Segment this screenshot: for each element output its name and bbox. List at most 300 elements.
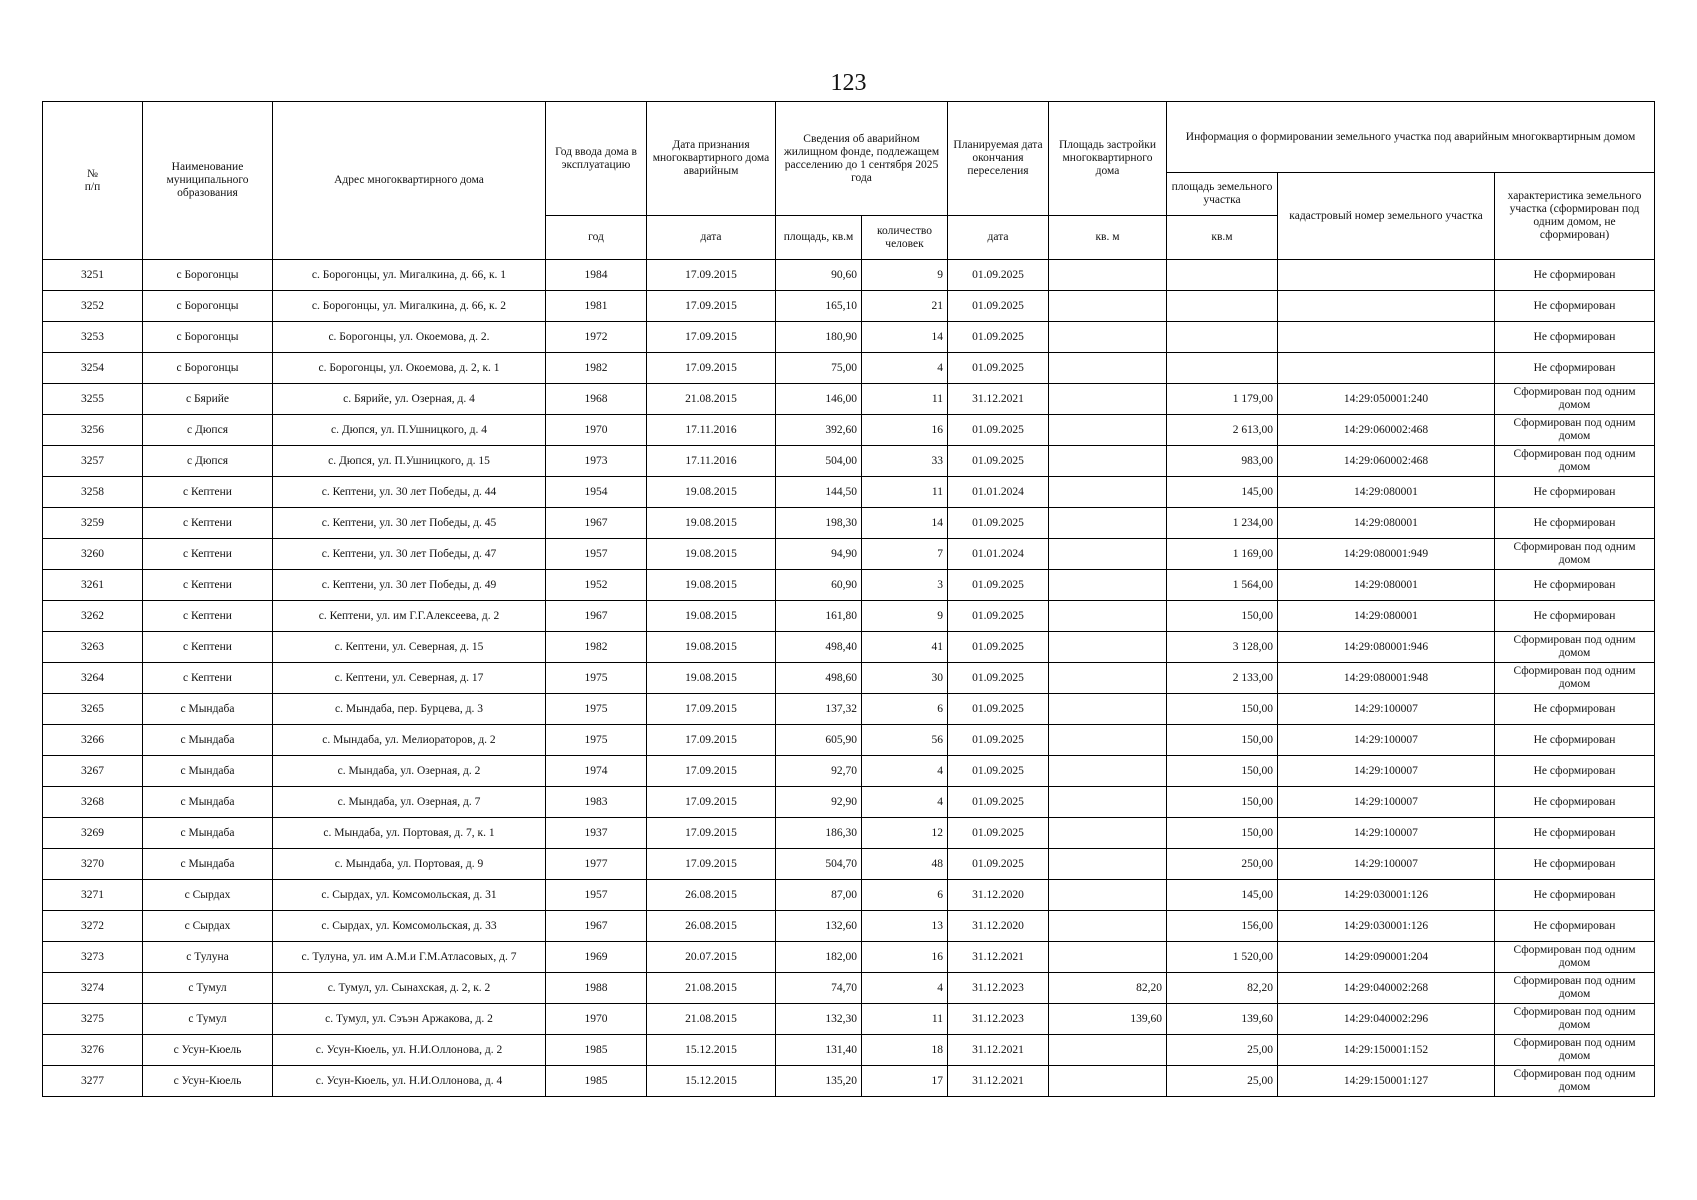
recognition-date-cell: 26.08.2015 xyxy=(647,911,776,942)
building-area-cell xyxy=(1049,353,1167,384)
planned-end-cell: 31.12.2023 xyxy=(948,973,1049,1004)
table-row xyxy=(43,973,1655,1004)
people-cell: 13 xyxy=(862,911,948,942)
planned-end-cell: 31.12.2021 xyxy=(948,942,1049,973)
building-area-cell xyxy=(1049,694,1167,725)
municipality-cell: с Мындаба xyxy=(143,849,273,880)
land-area-cell: 82,20 xyxy=(1167,973,1278,1004)
header-cadastral: кадастровый номер земельного участка xyxy=(1278,173,1495,260)
address-cell: с. Борогонцы, ул. Мигалкина, д. 66, к. 2 xyxy=(273,291,546,322)
land-area-cell xyxy=(1167,353,1278,384)
land-status-cell: Не сформирован xyxy=(1495,322,1655,353)
land-area-cell: 150,00 xyxy=(1167,756,1278,787)
building-area-cell xyxy=(1049,322,1167,353)
cadastral-cell: 14:29:100007 xyxy=(1278,756,1495,787)
land-status-cell: Сформирован под одним домом xyxy=(1495,632,1655,663)
municipality-cell: с Кептени xyxy=(143,632,273,663)
address-cell: с. Дюпся, ул. П.Ушницкого, д. 15 xyxy=(273,446,546,477)
unit-year: год xyxy=(546,216,647,260)
cadastral-cell: 14:29:030001:126 xyxy=(1278,911,1495,942)
row-number: 3252 xyxy=(43,291,143,322)
planned-end-cell: 01.09.2025 xyxy=(948,663,1049,694)
address-cell: с. Борогонцы, ул. Мигалкина, д. 66, к. 1 xyxy=(273,260,546,291)
municipality-cell: с Кептени xyxy=(143,570,273,601)
row-number: 3253 xyxy=(43,322,143,353)
recognition-date-cell: 17.09.2015 xyxy=(647,849,776,880)
address-cell: с. Кептени, ул. 30 лет Победы, д. 47 xyxy=(273,539,546,570)
year-cell: 1968 xyxy=(546,384,647,415)
year-cell: 1985 xyxy=(546,1066,647,1097)
table-row xyxy=(43,787,1655,818)
land-area-cell: 145,00 xyxy=(1167,880,1278,911)
table-row xyxy=(43,911,1655,942)
table-row xyxy=(43,756,1655,787)
building-area-cell xyxy=(1049,415,1167,446)
year-cell: 1981 xyxy=(546,291,647,322)
cadastral-cell: 14:29:040002:296 xyxy=(1278,1004,1495,1035)
people-cell: 11 xyxy=(862,477,948,508)
land-area-cell xyxy=(1167,322,1278,353)
municipality-cell: с Мындаба xyxy=(143,787,273,818)
cadastral-cell: 14:29:100007 xyxy=(1278,787,1495,818)
header-building-area: Площадь застройки многоквартирного дома xyxy=(1049,102,1167,216)
address-cell: с. Мындаба, ул. Озерная, д. 7 xyxy=(273,787,546,818)
people-cell: 4 xyxy=(862,756,948,787)
header-land-status: характеристика земельного участка (сформирован под одним домом, не сформирован) xyxy=(1495,173,1655,260)
unit-area: площадь, кв.м xyxy=(776,216,862,260)
area-cell: 90,60 xyxy=(776,260,862,291)
recognition-date-cell: 21.08.2015 xyxy=(647,973,776,1004)
address-cell: с. Мындаба, ул. Мелиораторов, д. 2 xyxy=(273,725,546,756)
cadastral-cell: 14:29:050001:240 xyxy=(1278,384,1495,415)
address-cell: с. Кептени, ул. им Г.Г.Алексеева, д. 2 xyxy=(273,601,546,632)
planned-end-cell: 01.09.2025 xyxy=(948,787,1049,818)
recognition-date-cell: 17.09.2015 xyxy=(647,694,776,725)
area-cell: 198,30 xyxy=(776,508,862,539)
year-cell: 1975 xyxy=(546,694,647,725)
area-cell: 504,70 xyxy=(776,849,862,880)
table-row xyxy=(43,632,1655,663)
planned-end-cell: 31.12.2023 xyxy=(948,1004,1049,1035)
table-row xyxy=(43,384,1655,415)
cadastral-cell: 14:29:100007 xyxy=(1278,818,1495,849)
building-area-cell: 139,60 xyxy=(1049,1004,1167,1035)
recognition-date-cell: 17.09.2015 xyxy=(647,787,776,818)
planned-end-cell: 31.12.2020 xyxy=(948,911,1049,942)
header-planned-end: Планируемая дата окончания переселения xyxy=(948,102,1049,216)
cadastral-cell: 14:29:100007 xyxy=(1278,849,1495,880)
row-number: 3273 xyxy=(43,942,143,973)
land-status-cell: Не сформирован xyxy=(1495,787,1655,818)
people-cell: 9 xyxy=(862,601,948,632)
people-cell: 16 xyxy=(862,415,948,446)
municipality-cell: с Кептени xyxy=(143,663,273,694)
year-cell: 1967 xyxy=(546,508,647,539)
area-cell: 92,90 xyxy=(776,787,862,818)
cadastral-cell: 14:29:080001:946 xyxy=(1278,632,1495,663)
header-land-info: Информация о формировании земельного участка под аварийным многоквартирным домом xyxy=(1167,102,1655,173)
table-row xyxy=(43,849,1655,880)
year-cell: 1985 xyxy=(546,1035,647,1066)
recognition-date-cell: 21.08.2015 xyxy=(647,1004,776,1035)
address-cell: с. Бярийе, ул. Озерная, д. 4 xyxy=(273,384,546,415)
planned-end-cell: 01.09.2025 xyxy=(948,725,1049,756)
cadastral-cell: 14:29:150001:127 xyxy=(1278,1066,1495,1097)
header-land-area: площадь земельного участка xyxy=(1167,173,1278,216)
cadastral-cell: 14:29:080001:948 xyxy=(1278,663,1495,694)
cadastral-cell: 14:29:080001 xyxy=(1278,508,1495,539)
table-row xyxy=(43,1035,1655,1066)
people-cell: 11 xyxy=(862,384,948,415)
land-area-cell: 156,00 xyxy=(1167,911,1278,942)
area-cell: 74,70 xyxy=(776,973,862,1004)
land-area-cell: 150,00 xyxy=(1167,725,1278,756)
municipality-cell: с Сырдах xyxy=(143,880,273,911)
recognition-date-cell: 19.08.2015 xyxy=(647,477,776,508)
table-row xyxy=(43,601,1655,632)
planned-end-cell: 01.09.2025 xyxy=(948,260,1049,291)
year-cell: 1973 xyxy=(546,446,647,477)
year-cell: 1972 xyxy=(546,322,647,353)
land-status-cell: Сформирован под одним домом xyxy=(1495,1035,1655,1066)
recognition-date-cell: 19.08.2015 xyxy=(647,601,776,632)
building-area-cell xyxy=(1049,539,1167,570)
address-cell: с. Усун-Кюель, ул. Н.И.Оллонова, д. 2 xyxy=(273,1035,546,1066)
planned-end-cell: 01.09.2025 xyxy=(948,694,1049,725)
area-cell: 161,80 xyxy=(776,601,862,632)
year-cell: 1982 xyxy=(546,632,647,663)
planned-end-cell: 01.09.2025 xyxy=(948,446,1049,477)
row-number: 3254 xyxy=(43,353,143,384)
municipality-cell: с Кептени xyxy=(143,601,273,632)
cadastral-cell xyxy=(1278,353,1495,384)
header-year-built: Год ввода дома в эксплуатацию xyxy=(546,102,647,216)
land-area-cell: 250,00 xyxy=(1167,849,1278,880)
table-row xyxy=(43,942,1655,973)
municipality-cell: с Мындаба xyxy=(143,818,273,849)
area-cell: 498,60 xyxy=(776,663,862,694)
recognition-date-cell: 17.09.2015 xyxy=(647,725,776,756)
planned-end-cell: 01.09.2025 xyxy=(948,849,1049,880)
municipality-cell: с Кептени xyxy=(143,508,273,539)
building-area-cell xyxy=(1049,942,1167,973)
address-cell: с. Усун-Кюель, ул. Н.И.Оллонова, д. 4 xyxy=(273,1066,546,1097)
land-status-cell: Сформирован под одним домом xyxy=(1495,663,1655,694)
cadastral-cell xyxy=(1278,322,1495,353)
cadastral-cell: 14:29:080001 xyxy=(1278,477,1495,508)
planned-end-cell: 01.09.2025 xyxy=(948,508,1049,539)
recognition-date-cell: 19.08.2015 xyxy=(647,663,776,694)
area-cell: 180,90 xyxy=(776,322,862,353)
recognition-date-cell: 19.08.2015 xyxy=(647,632,776,663)
table-row xyxy=(43,694,1655,725)
unit-end-date: дата xyxy=(948,216,1049,260)
header-municipality: Наименование муниципального образования xyxy=(143,102,273,260)
people-cell: 14 xyxy=(862,322,948,353)
area-cell: 392,60 xyxy=(776,415,862,446)
address-cell: с. Тумул, ул. Сэъэн Аржакова, д. 2 xyxy=(273,1004,546,1035)
row-number: 3262 xyxy=(43,601,143,632)
row-number: 3277 xyxy=(43,1066,143,1097)
header-address: Адрес многоквартирного дома xyxy=(273,102,546,260)
address-cell: с. Кептени, ул. 30 лет Победы, д. 45 xyxy=(273,508,546,539)
year-cell: 1957 xyxy=(546,539,647,570)
area-cell: 60,90 xyxy=(776,570,862,601)
land-area-cell: 150,00 xyxy=(1167,787,1278,818)
cadastral-cell: 14:29:060002:468 xyxy=(1278,415,1495,446)
area-cell: 131,40 xyxy=(776,1035,862,1066)
area-cell: 92,70 xyxy=(776,756,862,787)
table-row xyxy=(43,725,1655,756)
building-area-cell xyxy=(1049,384,1167,415)
land-area-cell: 145,00 xyxy=(1167,477,1278,508)
building-area-cell xyxy=(1049,725,1167,756)
area-cell: 135,20 xyxy=(776,1066,862,1097)
municipality-cell: с Мындаба xyxy=(143,694,273,725)
land-area-cell: 1 169,00 xyxy=(1167,539,1278,570)
people-cell: 30 xyxy=(862,663,948,694)
land-area-cell xyxy=(1167,260,1278,291)
land-status-cell: Сформирован под одним домом xyxy=(1495,539,1655,570)
land-area-cell: 983,00 xyxy=(1167,446,1278,477)
land-status-cell: Сформирован под одним домом xyxy=(1495,1004,1655,1035)
building-area-cell xyxy=(1049,880,1167,911)
table-row xyxy=(43,1004,1655,1035)
address-cell: с. Кептени, ул. 30 лет Победы, д. 49 xyxy=(273,570,546,601)
land-area-cell: 150,00 xyxy=(1167,601,1278,632)
year-cell: 1967 xyxy=(546,911,647,942)
land-status-cell: Сформирован под одним домом xyxy=(1495,446,1655,477)
cadastral-cell: 14:29:060002:468 xyxy=(1278,446,1495,477)
land-status-cell: Не сформирован xyxy=(1495,880,1655,911)
row-number: 3271 xyxy=(43,880,143,911)
land-status-cell: Не сформирован xyxy=(1495,911,1655,942)
row-number: 3276 xyxy=(43,1035,143,1066)
row-number: 3263 xyxy=(43,632,143,663)
land-status-cell: Не сформирован xyxy=(1495,291,1655,322)
year-cell: 1954 xyxy=(546,477,647,508)
address-cell: с. Тумул, ул. Сынахская, д. 2, к. 2 xyxy=(273,973,546,1004)
land-area-cell: 1 234,00 xyxy=(1167,508,1278,539)
people-cell: 14 xyxy=(862,508,948,539)
recognition-date-cell: 15.12.2015 xyxy=(647,1035,776,1066)
area-cell: 504,00 xyxy=(776,446,862,477)
municipality-cell: с Сырдах xyxy=(143,911,273,942)
row-number: 3255 xyxy=(43,384,143,415)
row-number: 3264 xyxy=(43,663,143,694)
address-cell: с. Сырдах, ул. Комсомольская, д. 33 xyxy=(273,911,546,942)
address-cell: с. Мындаба, ул. Портовая, д. 7, к. 1 xyxy=(273,818,546,849)
address-cell: с. Борогонцы, ул. Окоемова, д. 2, к. 1 xyxy=(273,353,546,384)
planned-end-cell: 01.09.2025 xyxy=(948,322,1049,353)
table-row xyxy=(43,415,1655,446)
year-cell: 1984 xyxy=(546,260,647,291)
planned-end-cell: 01.09.2025 xyxy=(948,756,1049,787)
area-cell: 144,50 xyxy=(776,477,862,508)
table-row xyxy=(43,663,1655,694)
municipality-cell: с Тумул xyxy=(143,1004,273,1035)
year-cell: 1969 xyxy=(546,942,647,973)
people-cell: 11 xyxy=(862,1004,948,1035)
land-area-cell: 150,00 xyxy=(1167,694,1278,725)
planned-end-cell: 01.01.2024 xyxy=(948,539,1049,570)
header-emergency-info: Сведения об аварийном жилищном фонде, подлежащем расселению до 1 сентября 2025 года xyxy=(776,102,948,216)
cadastral-cell xyxy=(1278,260,1495,291)
area-cell: 75,00 xyxy=(776,353,862,384)
people-cell: 7 xyxy=(862,539,948,570)
year-cell: 1975 xyxy=(546,725,647,756)
land-status-cell: Не сформирован xyxy=(1495,601,1655,632)
municipality-cell: с Борогонцы xyxy=(143,322,273,353)
land-status-cell: Не сформирован xyxy=(1495,756,1655,787)
table-row xyxy=(43,508,1655,539)
row-number: 3274 xyxy=(43,973,143,1004)
land-area-cell xyxy=(1167,291,1278,322)
year-cell: 1988 xyxy=(546,973,647,1004)
row-number: 3275 xyxy=(43,1004,143,1035)
land-status-cell: Сформирован под одним домом xyxy=(1495,973,1655,1004)
area-cell: 605,90 xyxy=(776,725,862,756)
header-number: № п/п xyxy=(43,102,143,260)
cadastral-cell xyxy=(1278,291,1495,322)
building-area-cell xyxy=(1049,787,1167,818)
building-area-cell xyxy=(1049,260,1167,291)
building-area-cell xyxy=(1049,1066,1167,1097)
year-cell: 1975 xyxy=(546,663,647,694)
year-cell: 1937 xyxy=(546,818,647,849)
cadastral-cell: 14:29:090001:204 xyxy=(1278,942,1495,973)
row-number: 3256 xyxy=(43,415,143,446)
planned-end-cell: 01.01.2024 xyxy=(948,477,1049,508)
address-cell: с. Мындаба, пер. Бурцева, д. 3 xyxy=(273,694,546,725)
area-cell: 132,30 xyxy=(776,1004,862,1035)
land-status-cell: Сформирован под одним домом xyxy=(1495,384,1655,415)
header-recognition-date: Дата признания многоквартирного дома аварийным xyxy=(647,102,776,216)
row-number: 3257 xyxy=(43,446,143,477)
land-status-cell: Не сформирован xyxy=(1495,818,1655,849)
land-area-cell: 3 128,00 xyxy=(1167,632,1278,663)
table-row xyxy=(43,291,1655,322)
land-status-cell: Не сформирован xyxy=(1495,570,1655,601)
address-cell: с. Мындаба, ул. Портовая, д. 9 xyxy=(273,849,546,880)
building-area-cell xyxy=(1049,570,1167,601)
year-cell: 1983 xyxy=(546,787,647,818)
cadastral-cell: 14:29:100007 xyxy=(1278,694,1495,725)
land-area-cell: 150,00 xyxy=(1167,818,1278,849)
table-row xyxy=(43,260,1655,291)
people-cell: 56 xyxy=(862,725,948,756)
municipality-cell: с Кептени xyxy=(143,539,273,570)
area-cell: 137,32 xyxy=(776,694,862,725)
land-status-cell: Не сформирован xyxy=(1495,508,1655,539)
land-status-cell: Не сформирован xyxy=(1495,477,1655,508)
cadastral-cell: 14:29:080001 xyxy=(1278,570,1495,601)
municipality-cell: с Тулуна xyxy=(143,942,273,973)
emergency-housing-table xyxy=(42,101,1655,1097)
row-number: 3261 xyxy=(43,570,143,601)
recognition-date-cell: 20.07.2015 xyxy=(647,942,776,973)
table-row xyxy=(43,322,1655,353)
people-cell: 4 xyxy=(862,353,948,384)
unit-land-sqm: кв.м xyxy=(1167,216,1278,260)
planned-end-cell: 31.12.2020 xyxy=(948,880,1049,911)
building-area-cell xyxy=(1049,1035,1167,1066)
planned-end-cell: 31.12.2021 xyxy=(948,384,1049,415)
row-number: 3270 xyxy=(43,849,143,880)
land-area-cell: 139,60 xyxy=(1167,1004,1278,1035)
recognition-date-cell: 17.11.2016 xyxy=(647,446,776,477)
year-cell: 1952 xyxy=(546,570,647,601)
unit-building-sqm: кв. м xyxy=(1049,216,1167,260)
land-status-cell: Сформирован под одним домом xyxy=(1495,942,1655,973)
building-area-cell xyxy=(1049,818,1167,849)
recognition-date-cell: 19.08.2015 xyxy=(647,508,776,539)
table-row xyxy=(43,570,1655,601)
address-cell: с. Кептени, ул. 30 лет Победы, д. 44 xyxy=(273,477,546,508)
year-cell: 1977 xyxy=(546,849,647,880)
address-cell: с. Дюпся, ул. П.Ушницкого, д. 4 xyxy=(273,415,546,446)
planned-end-cell: 31.12.2021 xyxy=(948,1035,1049,1066)
municipality-cell: с Борогонцы xyxy=(143,260,273,291)
municipality-cell: с Борогонцы xyxy=(143,291,273,322)
row-number: 3260 xyxy=(43,539,143,570)
row-number: 3272 xyxy=(43,911,143,942)
row-number: 3258 xyxy=(43,477,143,508)
address-cell: с. Сырдах, ул. Комсомольская, д. 31 xyxy=(273,880,546,911)
area-cell: 165,10 xyxy=(776,291,862,322)
people-cell: 12 xyxy=(862,818,948,849)
unit-people: количество человек xyxy=(862,216,948,260)
municipality-cell: с Бярийе xyxy=(143,384,273,415)
recognition-date-cell: 21.08.2015 xyxy=(647,384,776,415)
municipality-cell: с Мындаба xyxy=(143,756,273,787)
recognition-date-cell: 17.09.2015 xyxy=(647,818,776,849)
municipality-cell: с Тумул xyxy=(143,973,273,1004)
row-number: 3268 xyxy=(43,787,143,818)
unit-date: дата xyxy=(647,216,776,260)
land-area-cell: 2 613,00 xyxy=(1167,415,1278,446)
cadastral-cell: 14:29:040002:268 xyxy=(1278,973,1495,1004)
address-cell: с. Мындаба, ул. Озерная, д. 2 xyxy=(273,756,546,787)
building-area-cell xyxy=(1049,632,1167,663)
year-cell: 1974 xyxy=(546,756,647,787)
table-row xyxy=(43,880,1655,911)
land-area-cell: 25,00 xyxy=(1167,1035,1278,1066)
area-cell: 182,00 xyxy=(776,942,862,973)
building-area-cell xyxy=(1049,756,1167,787)
row-number: 3251 xyxy=(43,260,143,291)
recognition-date-cell: 17.09.2015 xyxy=(647,322,776,353)
planned-end-cell: 01.09.2025 xyxy=(948,601,1049,632)
municipality-cell: с Кептени xyxy=(143,477,273,508)
table-row xyxy=(43,353,1655,384)
municipality-cell: с Дюпся xyxy=(143,446,273,477)
building-area-cell xyxy=(1049,291,1167,322)
building-area-cell xyxy=(1049,601,1167,632)
recognition-date-cell: 15.12.2015 xyxy=(647,1066,776,1097)
building-area-cell xyxy=(1049,663,1167,694)
address-cell: с. Тулуна, ул. им А.М.и Г.М.Атласовых, д. 7 xyxy=(273,942,546,973)
land-area-cell: 25,00 xyxy=(1167,1066,1278,1097)
land-status-cell: Сформирован под одним домом xyxy=(1495,415,1655,446)
people-cell: 48 xyxy=(862,849,948,880)
people-cell: 6 xyxy=(862,880,948,911)
recognition-date-cell: 17.09.2015 xyxy=(647,260,776,291)
table-row xyxy=(43,539,1655,570)
cadastral-cell: 14:29:150001:152 xyxy=(1278,1035,1495,1066)
building-area-cell: 82,20 xyxy=(1049,973,1167,1004)
municipality-cell: с Мындаба xyxy=(143,725,273,756)
